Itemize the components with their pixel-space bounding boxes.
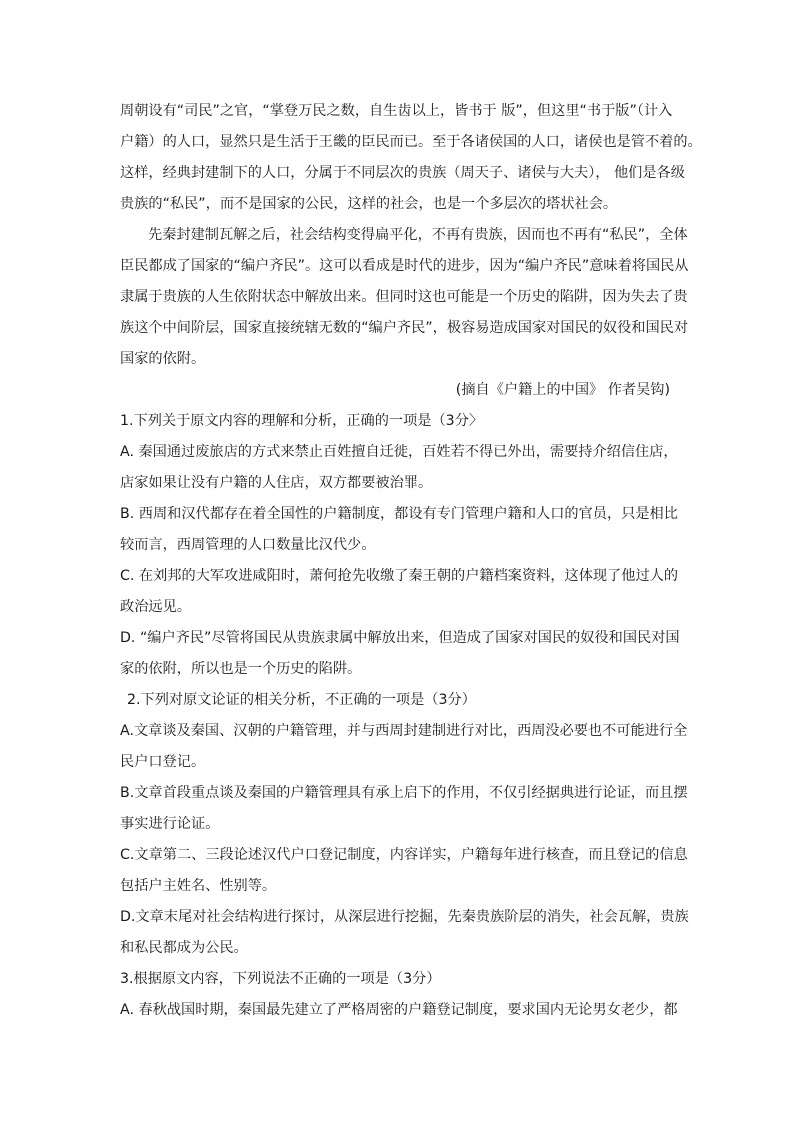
question-stem: 3.根据原文内容，下列说法不正确的一项是（3分） [120, 971, 441, 987]
text-line: 隶属于贵族的人生依附状态中解放出来。但同时这也可能是一个历史的陷阱，因为失去了贵 [120, 289, 688, 305]
option-a-line: A. 春秋战国时期，秦国最先建立了严格周密的户籍登记制度，要求国内无论男女老少，都 [120, 1002, 678, 1018]
text-line: 族这个中间阶层，国家直接统辖无数的“编户齐民”，极容易造成国家对国民的奴役和国民对 [120, 320, 689, 336]
text-line: 贵族的“私民”，而不是国家的公民，这样的社会，也是一个多层次的塔状社会。 [120, 196, 618, 212]
option-b-line: 较而言，西周管理的人口数量比汉代少。 [120, 537, 376, 553]
question-1 [120, 406, 680, 685]
option-b-line: B. 西周和汉代都存在着全国性的户籍制度，都设有专门管理户籍和人口的官员，只是相比 [120, 506, 678, 522]
option-c-line: C.文章第二、三段论述汉代户口登记制度，内容详实，户籍每年进行核查，而且登记的信息 [120, 847, 688, 863]
document-page [120, 96, 702, 1026]
passage-paragraph-2 [120, 220, 689, 375]
text-line: 周朝设有“司民”之官，“掌登万民之数，自生齿以上，皆书于 版”，但这里“书于版”（计入 [120, 103, 673, 119]
text-line: 先秦封建制瓦解之后，社会结构变得扁平化，不再有贵族，因而也不再有“私民”，全体 [148, 227, 688, 243]
question-2 [120, 685, 689, 964]
option-c-line: 政治远见。 [120, 599, 191, 615]
question-stem: 1.下列关于原文内容的理解和分析，正确的一项是（3分〉 [120, 413, 484, 429]
text-line: 这样，经典封建制下的人口，分属于不同层次的贵族（周天子、诸侯与大夫）， 他们是各级 [120, 165, 685, 181]
question-stem: 2.下列对原文论证的相关分析，不正确的一项是（3分） [127, 692, 476, 708]
option-d-line: 和私民都成为公民。 [120, 940, 248, 956]
text-line: 户籍）的人口，显然只是生活于王畿的臣民而已。至于各诸侯国的人口，诸侯也是管不着的。 [120, 134, 702, 150]
option-b-line: B.文章首段重点谈及秦国的户籍管理具有承上启下的作用，不仅引经据典进行论证，而且摆 [120, 785, 688, 801]
option-a-line: 民户口登记。 [120, 754, 206, 770]
option-d-line: 家的依附，所以也是一个历史的陷阱。 [120, 661, 362, 677]
question-3 [120, 964, 676, 1026]
option-a-line: A.文章谈及秦国、汉朝的户籍管理，并与西周封建制进行对比，西周没必要也不可能进行全 [120, 723, 688, 739]
option-c-line: C. 在刘邦的大军攻进咸阳时，萧何抢先收缴了秦王朝的户籍档案资料，这体现了他过人的 [120, 568, 679, 584]
source-citation: (摘自《户籍上的中国》 作者吴钩) [455, 382, 670, 398]
text-line: 臣民都成了国家的“编户齐民”。这可以看成是时代的进步，因为“编户齐民”意味着将国民从 [120, 258, 689, 274]
option-d-line: D. “编户齐民”尽管将国民从贵族隶属中解放出来，但造成了国家对国民的奴役和国民对国 [120, 630, 680, 646]
option-d-line: D.文章末尾对社会结构进行探讨，从深层进行挖掘，先秦贵族阶层的消失，社会瓦解，贵族 [120, 909, 689, 925]
option-b-line: 事实进行论证。 [120, 816, 220, 832]
text-line: 国家的依附。 [120, 351, 206, 367]
option-c-line: 包括户主姓名、性别等。 [120, 878, 277, 894]
option-a-line: 店家如果让没有户籍的人住店，双方都要被治罪。 [120, 475, 433, 491]
passage-paragraph-1 [120, 96, 702, 220]
option-a-line: A. 秦国通过废旅店的方式来禁止百姓擅自迁徙，百姓若不得已外出，需要持介绍信住店， [120, 444, 678, 460]
